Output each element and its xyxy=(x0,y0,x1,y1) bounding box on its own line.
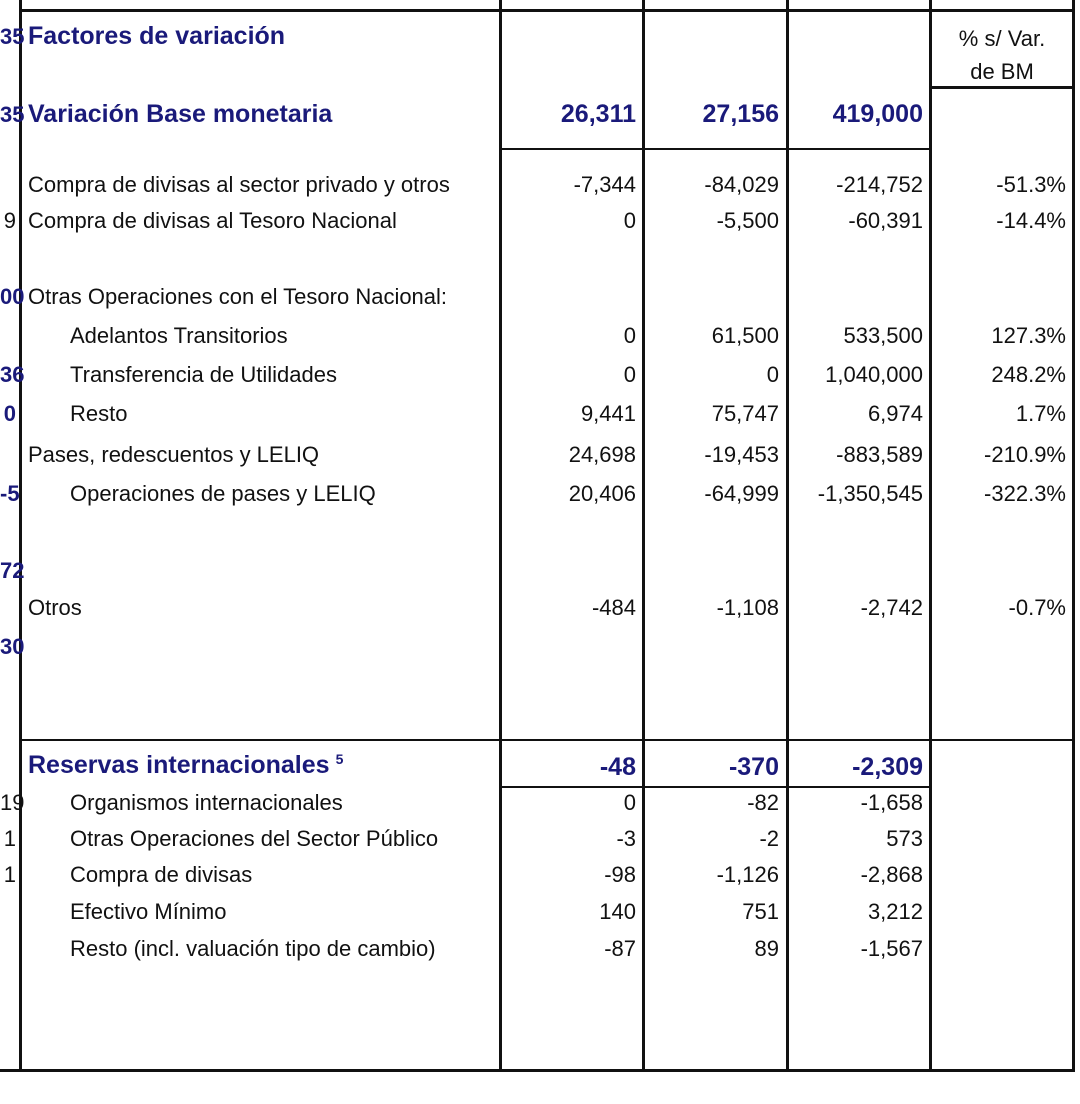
row-value-1: 0 xyxy=(623,323,636,348)
row-label: Resto (incl. valuación tipo de cambio) xyxy=(70,936,436,961)
row-value-2: -84,029 xyxy=(704,172,779,197)
row-value-1: -3 xyxy=(616,826,636,851)
row-label: Compra de divisas al sector privado y otros xyxy=(28,172,450,197)
left-fragment: 1 xyxy=(3,862,16,887)
row-pct: -210.9% xyxy=(984,442,1066,467)
left-fragment: 9 xyxy=(3,208,16,233)
row-value-3: -1,658 xyxy=(860,790,923,815)
row-pct: -0.7% xyxy=(1008,595,1066,620)
row-label: Resto xyxy=(70,401,128,426)
row-value-3: -883,589 xyxy=(836,442,923,467)
base-value-2: 27,156 xyxy=(702,100,779,128)
row-value-2: -5,500 xyxy=(716,208,779,233)
row-value-1: 24,698 xyxy=(568,442,636,467)
left-fragment: 30 xyxy=(0,634,25,659)
row-value-3: 1,040,000 xyxy=(825,362,923,387)
grid-line-base xyxy=(499,148,932,150)
grid-line-bottom xyxy=(0,1069,1075,1072)
row-label: Compra de divisas xyxy=(70,862,253,887)
left-fragment: 72 xyxy=(0,558,25,583)
pct-header-line2: de BM xyxy=(970,59,1034,84)
grid-line-right xyxy=(1072,0,1075,1072)
row-pct: -14.4% xyxy=(996,208,1066,233)
row-label: Transferencia de Utilidades xyxy=(70,362,337,387)
pct-header-line1: % s/ Var. xyxy=(958,26,1046,51)
row-value-3: 573 xyxy=(886,826,923,851)
row-label: Adelantos Transitorios xyxy=(70,323,288,348)
row-label: Compra de divisas al Tesoro Nacional xyxy=(28,208,397,233)
row-label: Operaciones de pases y LELIQ xyxy=(70,481,376,506)
row-value-3: -1,350,545 xyxy=(817,481,923,506)
grid-line-left xyxy=(19,0,22,1072)
row-value-3: 3,212 xyxy=(867,899,923,924)
grid-line-reserves-sub xyxy=(499,786,932,788)
row-value-3: -2,742 xyxy=(860,595,923,620)
left-fragment: 36 xyxy=(0,362,25,387)
grid-line-top xyxy=(19,9,1075,12)
row-value-1: -98 xyxy=(604,862,636,887)
row-pct: -51.3% xyxy=(996,172,1066,197)
row-value-3: -214,752 xyxy=(836,172,923,197)
row-value-1: 0 xyxy=(623,790,636,815)
row-label: Efectivo Mínimo xyxy=(70,899,227,924)
left-fragment: 19 xyxy=(0,790,25,815)
row-label: Otras Operaciones con el Tesoro Nacional: xyxy=(28,284,448,309)
row-value-2: -2 xyxy=(759,826,779,851)
row-value-1: 20,406 xyxy=(568,481,636,506)
section-title: Factores de variación xyxy=(28,22,286,50)
row-value-1: 0 xyxy=(623,362,636,387)
row-value-1: 9,441 xyxy=(580,401,636,426)
row-pct: -322.3% xyxy=(984,481,1066,506)
grid-line-col4 xyxy=(929,0,932,1072)
base-label: Variación Base monetaria xyxy=(28,100,333,128)
grid-line-pct-header xyxy=(929,86,1075,89)
row-value-1: -484 xyxy=(591,595,636,620)
left-fragment: 0 xyxy=(3,401,16,426)
row-value-2: -19,453 xyxy=(704,442,779,467)
row-value-2: -82 xyxy=(747,790,779,815)
row-value-1: -7,344 xyxy=(573,172,636,197)
left-fragment: 00 xyxy=(0,284,25,309)
base-value-3: 419,000 xyxy=(832,100,923,128)
row-value-1: 0 xyxy=(623,208,636,233)
row-value-2: 0 xyxy=(766,362,779,387)
row-label: Otras Operaciones del Sector Público xyxy=(70,826,439,851)
row-value-3: 6,974 xyxy=(867,401,923,426)
footnote-marker: 5 xyxy=(335,751,344,767)
row-value-2: -64,999 xyxy=(704,481,779,506)
left-fragment: 35 xyxy=(0,102,25,127)
row-pct: 127.3% xyxy=(991,323,1066,348)
row-value-3: 533,500 xyxy=(843,323,923,348)
row-pct: 248.2% xyxy=(991,362,1066,387)
row-pct: 1.7% xyxy=(1015,401,1066,426)
left-fragment: 1 xyxy=(3,826,16,851)
row-value-2: 751 xyxy=(742,899,779,924)
row-value-2: 61,500 xyxy=(711,323,779,348)
row-label: Organismos internacionales xyxy=(70,790,343,815)
row-value-1: 140 xyxy=(599,899,636,924)
row-value-3: -60,391 xyxy=(848,208,923,233)
left-fragment: 35 xyxy=(0,24,25,49)
reserves-value-1: -48 xyxy=(599,753,636,781)
row-value-2: 89 xyxy=(754,936,779,961)
reserves-value-2: -370 xyxy=(728,753,779,781)
row-value-2: -1,108 xyxy=(716,595,779,620)
reserves-value-3: -2,309 xyxy=(852,753,923,781)
left-fragment: -5 xyxy=(0,481,20,506)
row-value-2: -1,126 xyxy=(716,862,779,887)
row-value-3: -1,567 xyxy=(860,936,923,961)
base-value-1: 26,311 xyxy=(560,100,636,128)
grid-line-reserves-top xyxy=(19,739,1075,741)
row-value-1: -87 xyxy=(604,936,636,961)
row-value-3: -2,868 xyxy=(860,862,923,887)
row-value-2: 75,747 xyxy=(711,401,779,426)
row-label: Otros xyxy=(28,595,82,620)
reserves-label-text: Reservas internacionales xyxy=(28,751,330,779)
row-label: Pases, redescuentos y LELIQ xyxy=(28,442,320,467)
reserves-label xyxy=(28,752,343,778)
